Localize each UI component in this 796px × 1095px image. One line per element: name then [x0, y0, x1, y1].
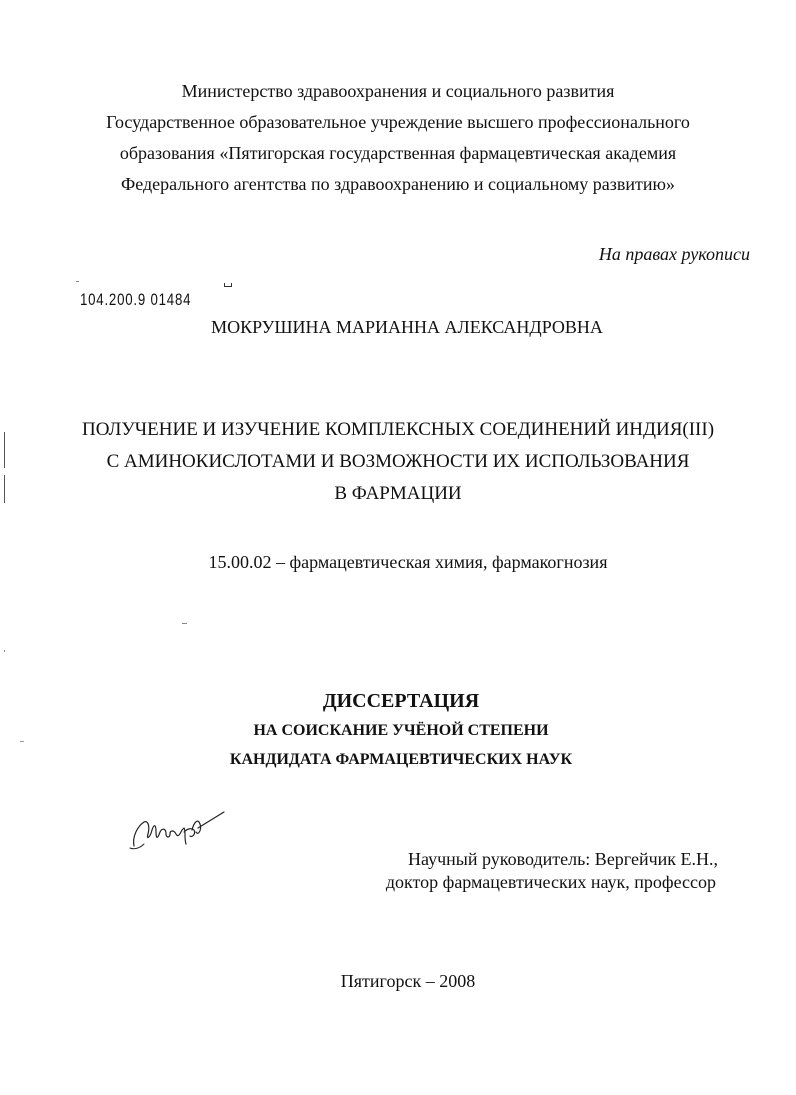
scan-artifact-dot-3 [20, 741, 24, 742]
institution-line-3: Федерального агентства по здравоохранению и социальному развитию» [121, 174, 675, 194]
ministry-line: Министерство здравоохранения и социального развития [181, 81, 615, 101]
scan-artifact-dot-1 [182, 623, 187, 624]
supervisor-degree: доктор фармацевтических наук, профессор [385, 872, 716, 892]
specialty-code: 15.00.02 – фармацевтическая химия, фармакогнозия [208, 552, 608, 572]
title-line-2: С АМИНОКИСЛОТАМИ И ВОЗМОЖНОСТИ ИХ ИСПОЛЬЗОВАНИЯ [106, 451, 690, 472]
code-mark-icon [224, 283, 232, 287]
handwritten-signature [128, 808, 228, 858]
scan-artifact-dot-4 [76, 281, 79, 282]
dissertation-subheading-2: КАНДИДАТА ФАРМАЦЕВТИЧЕСКИХ НАУК [229, 751, 573, 768]
scan-artifact-left-line-2 [4, 475, 5, 503]
author-name: МОКРУШИНА МАРИАННА АЛЕКСАНДРОВНА [211, 317, 603, 337]
dissertation-heading: ДИССЕРТАЦИЯ [322, 690, 480, 712]
institution-line-2: образования «Пятигорская государственная фармацевтическая академия [119, 143, 677, 163]
title-line-1: ПОЛУЧЕНИЕ И ИЗУЧЕНИЕ КОМПЛЕКСНЫХ СОЕДИНЕНИЙ ИНДИЯ(III) [81, 419, 715, 440]
place-and-year: Пятигорск – 2008 [340, 971, 476, 991]
registration-code: 104.200.9 01484 [80, 290, 192, 309]
institution-line-1: Государственное образовательное учреждение высшего профессионального [106, 112, 690, 132]
scan-artifact-dot-2 [4, 650, 5, 652]
dissertation-subheading-1: НА СОИСКАНИЕ УЧЁНОЙ СТЕПЕНИ [253, 722, 549, 739]
rights-notice: На правах рукописи [598, 244, 750, 264]
title-line-3: В ФАРМАЦИИ [334, 483, 462, 504]
supervisor-line: Научный руководитель: Вергейчик Е.Н., [408, 849, 718, 869]
scan-artifact-left-line-1 [4, 432, 5, 468]
